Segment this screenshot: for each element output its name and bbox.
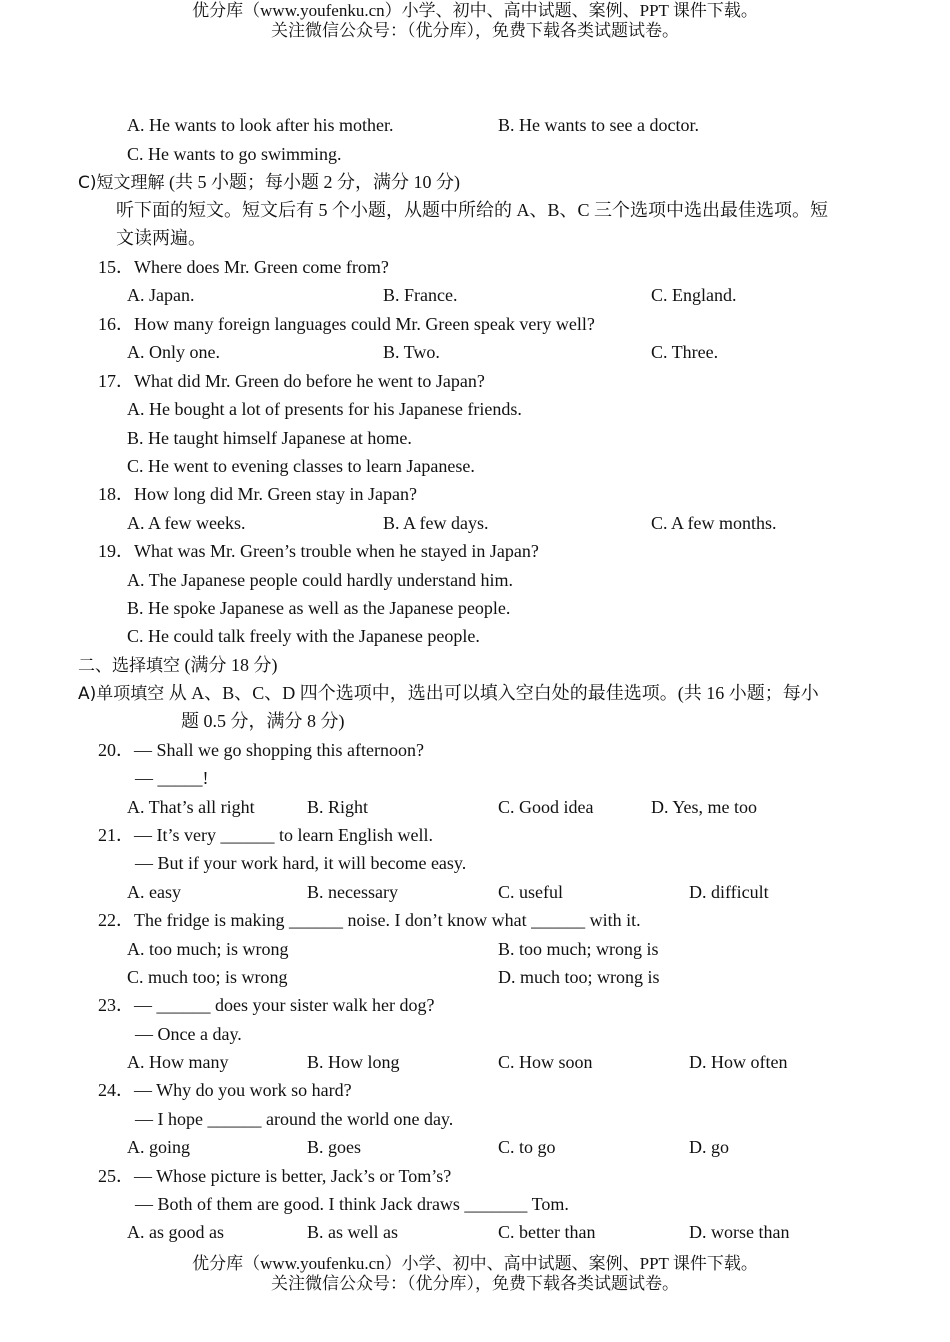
q21-option-a: A. easy <box>127 882 181 902</box>
q18-stem: 18．How long did Mr. Green stay in Japan? <box>98 484 417 504</box>
q20-option-a: A. That’s all right <box>127 797 255 817</box>
q19-option-c: C. He could talk freely with the Japanese people. <box>127 626 480 646</box>
q19-option-a: A. The Japanese people could hardly understand him. <box>127 570 514 590</box>
q20-option-d: D. Yes, me too <box>651 797 758 817</box>
q20-option-c: C. Good idea <box>498 797 594 817</box>
q24-reply: — I hope ______ around the world one day. <box>135 1109 454 1129</box>
section-a-heading <box>78 682 819 705</box>
q19-option-b: B. He spoke Japanese as well as the Japanese people. <box>127 598 511 618</box>
q17-stem: 17．What did Mr. Green do before he went to Japan? <box>98 371 485 391</box>
q20-option-b: B. Right <box>307 797 369 817</box>
q25-option-c: C. better than <box>498 1222 596 1242</box>
q20-reply: — _____! <box>135 768 209 788</box>
q23-reply: — Once a day. <box>135 1024 242 1044</box>
q25-option-b: B. as well as <box>307 1222 398 1242</box>
q19-stem: 19．What was Mr. Green’s trouble when he stayed in Japan? <box>98 541 539 561</box>
q16-option-a: A. Only one. <box>127 342 220 362</box>
q16-stem: 16．How many foreign languages could Mr. Green speak very well? <box>98 314 595 334</box>
q18-option-c: C. A few months. <box>651 513 777 533</box>
q17-option-c: C. He went to evening classes to learn Japanese. <box>127 456 475 476</box>
section-a-info-1: 从 A、B、C、D 四个选项中，选出可以填入空白处的最佳选项。(共 16 小题；每小 <box>164 683 819 703</box>
q25-stem: 25．— Whose picture is better, Jack’s or Tom’s? <box>98 1166 452 1186</box>
section-a-info-2: 题 0.5 分，满分 8 分) <box>181 711 345 731</box>
q14-option-b: B. He wants to see a doctor. <box>498 115 699 135</box>
q24-option-a: A. going <box>127 1137 190 1157</box>
footer-line-1: 优分库（www.youfenku.cn）小学、初中、高中试题、案例、PPT 课件下载。 <box>192 1254 758 1273</box>
section-c-instructions-2: 文读两遍。 <box>116 228 206 248</box>
q23-option-c: C. How soon <box>498 1052 593 1072</box>
section-a-label: A)单项填空 <box>78 684 165 704</box>
q24-option-c: C. to go <box>498 1137 556 1157</box>
q21-option-d: D. difficult <box>689 882 769 902</box>
q24-stem: 24．— Why do you work so hard? <box>98 1080 352 1100</box>
q18-option-a: A. A few weeks. <box>127 513 246 533</box>
q25-reply: — Both of them are good. I think Jack draws _______ Tom. <box>135 1194 569 1214</box>
q25-option-d: D. worse than <box>689 1222 790 1242</box>
q23-option-a: A. How many <box>127 1052 229 1072</box>
q18-option-b: B. A few days. <box>383 513 489 533</box>
q17-option-b: B. He taught himself Japanese at home. <box>127 428 412 448</box>
q21-option-c: C. useful <box>498 882 563 902</box>
q22-option-d: D. much too; wrong is <box>498 967 660 987</box>
q23-option-b: B. How long <box>307 1052 400 1072</box>
section-c-heading <box>78 171 460 194</box>
q22-option-c: C. much too; is wrong <box>127 967 288 987</box>
q17-option-a: A. He bought a lot of presents for his Japanese friends. <box>127 399 522 419</box>
part2-label: 二、选择填空 <box>78 656 180 676</box>
section-c-label: C)短文理解 <box>78 173 165 193</box>
q14-option-a: A. He wants to look after his mother. <box>127 115 394 135</box>
part2-heading <box>78 654 278 677</box>
q15-stem: 15．Where does Mr. Green come from? <box>98 257 389 277</box>
q23-stem: 23．— ______ does your sister walk her dog? <box>98 995 435 1015</box>
q22-option-b: B. too much; wrong is <box>498 939 659 959</box>
q15-option-a: A. Japan. <box>127 285 195 305</box>
header-line-2: 关注微信公众号：（优分库），免费下载各类试题试卷。 <box>271 21 679 40</box>
section-c-instructions-1: 听下面的短文。短文后有 5 个小题，从题中所给的 A、B、C 三个选项中选出最佳选项。短 <box>116 200 829 220</box>
footer-line-2: 关注微信公众号：（优分库），免费下载各类试题试卷。 <box>271 1274 679 1293</box>
q16-option-c: C. Three. <box>651 342 719 362</box>
part2-info: (满分 18 分) <box>180 655 278 675</box>
q22-option-a: A. too much; is wrong <box>127 939 289 959</box>
header-line-1: 优分库（www.youfenku.cn）小学、初中、高中试题、案例、PPT 课件下载。 <box>192 1 758 20</box>
q15-option-b: B. France. <box>383 285 458 305</box>
q21-reply: — But if your work hard, it will become easy. <box>135 853 467 873</box>
q22-stem: 22．The fridge is making ______ noise. I don’t know what ______ with it. <box>98 910 641 930</box>
q21-stem: 21．— It’s very ______ to learn English well. <box>98 825 433 845</box>
q24-option-b: B. goes <box>307 1137 361 1157</box>
q21-option-b: B. necessary <box>307 882 398 902</box>
q15-option-c: C. England. <box>651 285 737 305</box>
q16-option-b: B. Two. <box>383 342 440 362</box>
section-c-info: (共 5 小题；每小题 2 分，满分 10 分) <box>164 172 461 192</box>
q23-option-d: D. How often <box>689 1052 788 1072</box>
q24-option-d: D. go <box>689 1137 729 1157</box>
q20-stem: 20．— Shall we go shopping this afternoon? <box>98 740 424 760</box>
q14-option-c: C. He wants to go swimming. <box>127 144 342 164</box>
q25-option-a: A. as good as <box>127 1222 224 1242</box>
